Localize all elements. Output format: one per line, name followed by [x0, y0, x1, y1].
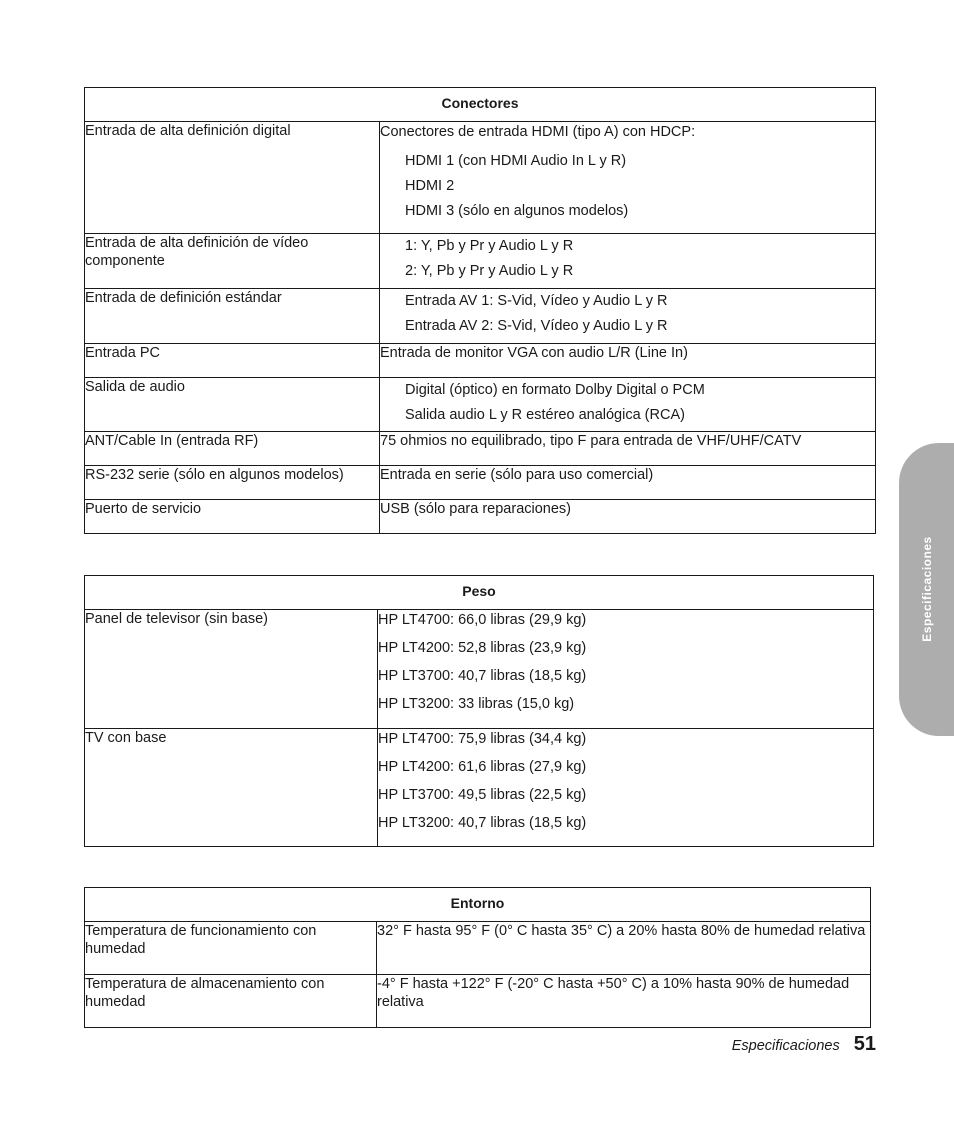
peso-table [84, 575, 874, 847]
table-row [85, 975, 871, 1028]
value-item: HP LT4200: 61,6 libras (27,9 kg) [378, 759, 587, 775]
row-label: Temperatura de funcionamiento con humedad [85, 922, 377, 975]
table-header-row [85, 88, 876, 122]
value-item: HP LT4200: 52,8 libras (23,9 kg) [378, 640, 587, 656]
row-label: TV con base [85, 729, 378, 847]
table-row [85, 729, 874, 847]
table-header-row [85, 888, 871, 922]
section-side-tab [899, 443, 954, 736]
entorno-table [84, 887, 871, 1028]
row-value [380, 234, 876, 289]
row-value [380, 122, 876, 234]
value-item: HDMI 1 (con HDMI Audio In L y R) [405, 153, 627, 169]
value-item: Entrada AV 2: S-Vid, Vídeo y Audio L y R [405, 318, 668, 334]
value-item: HP LT3200: 40,7 libras (18,5 kg) [378, 815, 587, 831]
value-item: 2: Y, Pb y Pr y Audio L y R [405, 263, 574, 279]
table-row [85, 922, 871, 975]
row-label: Entrada de alta definición digital [85, 122, 380, 234]
value-line: Conectores de entrada HDMI (tipo A) con HDCP: [380, 124, 696, 140]
peso-header: Peso [85, 576, 874, 610]
table-row [85, 432, 876, 466]
value-item: HDMI 3 (sólo en algunos modelos) [405, 203, 629, 219]
value-item: Entrada AV 1: S-Vid, Vídeo y Audio L y R [405, 293, 668, 309]
row-value [380, 289, 876, 344]
table-row [85, 378, 876, 432]
value-item: HP LT3700: 49,5 libras (22,5 kg) [378, 787, 587, 803]
table-row [85, 122, 876, 234]
value-item: HP LT3700: 40,7 libras (18,5 kg) [378, 668, 587, 684]
footer-title: Especificaciones [731, 1038, 840, 1054]
row-label: Puerto de servicio [85, 500, 380, 534]
value-item: HP LT4700: 66,0 libras (29,9 kg) [378, 612, 587, 628]
row-label: RS-232 serie (sólo en algunos modelos) [85, 466, 380, 500]
row-value: -4° F hasta +122° F (-20° C hasta +50° C) a 10% hasta 90% de humedad relativa [377, 975, 871, 1028]
row-label: Salida de audio [85, 378, 380, 432]
value-item: Digital (óptico) en formato Dolby Digital o PCM [405, 382, 705, 398]
row-value: Entrada en serie (sólo para uso comercial) [380, 466, 876, 500]
table-header-row [85, 576, 874, 610]
value-item: HP LT4700: 75,9 libras (34,4 kg) [378, 731, 587, 747]
row-value: 75 ohmios no equilibrado, tipo F para entrada de VHF/UHF/CATV [380, 432, 876, 466]
value-item: Salida audio L y R estéreo analógica (RCA) [405, 407, 685, 423]
table-row [85, 500, 876, 534]
value-item: 1: Y, Pb y Pr y Audio L y R [405, 238, 574, 254]
value-item: HP LT3200: 33 libras (15,0 kg) [378, 696, 575, 712]
row-value: 32° F hasta 95° F (0° C hasta 35° C) a 20% hasta 80% de humedad relativa [377, 922, 871, 975]
page-footer [732, 1033, 876, 1056]
row-label: Entrada de definición estándar [85, 289, 380, 344]
row-value [378, 610, 874, 729]
row-label: ANT/Cable In (entrada RF) [85, 432, 380, 466]
table-row [85, 466, 876, 500]
conectores-table [84, 87, 876, 534]
table-row [85, 234, 876, 289]
entorno-header: Entorno [85, 888, 871, 922]
row-label: Temperatura de almacenamiento con humedad [85, 975, 377, 1028]
row-value: Entrada de monitor VGA con audio L/R (Line In) [380, 344, 876, 378]
table-row [85, 289, 876, 344]
table-row [85, 610, 874, 729]
conectores-header: Conectores [85, 88, 876, 122]
side-tab-label: Especificaciones [920, 536, 934, 642]
row-label: Entrada PC [85, 344, 380, 378]
row-value: USB (sólo para reparaciones) [380, 500, 876, 534]
row-value [378, 729, 874, 847]
row-value [380, 378, 876, 432]
page-number: 51 [853, 1033, 876, 1055]
value-item: HDMI 2 [405, 178, 455, 194]
table-row [85, 344, 876, 378]
row-label: Entrada de alta definición de vídeo componente [85, 234, 380, 289]
row-label: Panel de televisor (sin base) [85, 610, 378, 729]
